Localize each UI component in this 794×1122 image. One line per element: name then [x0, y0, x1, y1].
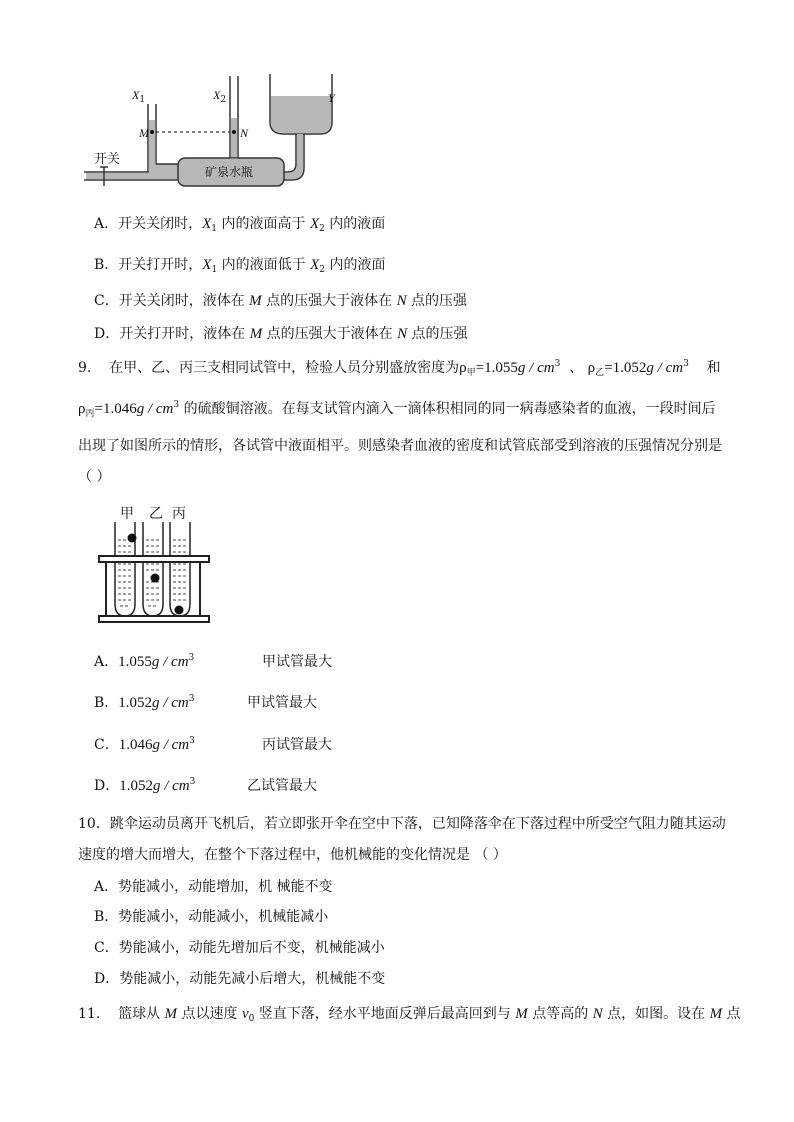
blood-drop-bing — [175, 606, 184, 615]
q8-option-b[interactable]: B．开关打开时，$X_1$ 内的液面低于 $X_2$ 内的液面 — [94, 257, 386, 275]
tube-label-jia: 甲 — [120, 506, 134, 522]
blood-drop-yi — [151, 574, 160, 583]
q9-option-d[interactable]: D．$1.052g / cm^3$ — [94, 777, 196, 794]
q9-option-c-text: 丙试管最大 — [262, 737, 332, 753]
q9-option-b[interactable]: B．$1.052g / cm^3$ — [94, 694, 195, 711]
q8-option-a[interactable]: A．开关关闭时，$X_1$ 内的液面高于 $X_2$ 内的液面 — [94, 216, 386, 234]
label-bottle: 矿泉水瓶 — [205, 165, 254, 179]
q9-option-a-text: 甲试管最大 — [262, 654, 332, 670]
label-switch: 开关 — [94, 152, 121, 167]
q9-option-c[interactable]: C．$1.046g / cm^3$ — [94, 736, 195, 753]
q9-line-2: $\rho_丙=1.046g / cm^3$ 的硫酸铜溶液。在每支试管内滴入一滴体积相同的同一病毒感染者的血液，一段时间后 — [78, 400, 716, 419]
container-y-liquid — [271, 96, 331, 133]
q8-option-c[interactable]: C．开关关闭时，液体在 M 点的压强大于液体在 N 点的压强 — [94, 293, 468, 309]
q10-line-2: 速度的增大而增大，在整个下落过程中，他机械能的变化情况是 （ ） — [78, 847, 507, 863]
rack-top-bar — [99, 556, 209, 562]
q9-option-b-text: 甲试管最大 — [247, 695, 317, 711]
blood-drop-jia — [128, 534, 137, 543]
label-x2: $X_2$ — [213, 88, 227, 105]
tube-label-yi: 乙 — [149, 506, 163, 522]
q10-option-c[interactable]: C．势能减小，动能先增加后不变，机械能减小 — [94, 940, 385, 956]
q9-option-a[interactable]: A．$1.055g / cm^3$ — [94, 653, 195, 670]
q10-option-a[interactable]: A．势能减小，动能增加，机 械能不变 — [94, 879, 333, 895]
q9-line-4: （ ） — [78, 469, 111, 485]
q10-option-b[interactable]: B．势能减小，动能减小，机械能减小 — [94, 909, 329, 925]
q9-line-1: 9. 在甲、乙、丙三支相同试管中，检验人员分别盛放密度为$\rho_甲=1.055g / cm^3$ 、 $\rho_乙=1.052g / cm^3$ 和 — [78, 359, 721, 378]
q11-line-1: 11. 篮球从 M 点以速度 $v_0$ 竖直下落，经水平地面反弹后最高回到与 M 点等高的 N 点，如图。设在 M 点 — [78, 1006, 741, 1024]
rack-base — [99, 616, 209, 622]
q10-line-1: 10．跳伞运动员离开飞机后，若立即张开伞在空中下落，已知降落伞在下落过程中所受空气阻力随其运动 — [78, 816, 726, 832]
tube-label-bing: 丙 — [172, 506, 186, 522]
label-x1: $X_1$ — [132, 88, 146, 105]
label-n: N — [240, 126, 249, 140]
q10-option-d[interactable]: D．势能减小，动能先减小后增大，机械能不变 — [94, 971, 386, 987]
point-m — [150, 130, 154, 134]
label-m: M — [139, 126, 149, 140]
q8-option-d[interactable]: D．开关打开时，液体在 M 点的压强大于液体在 N 点的压强 — [94, 326, 468, 342]
q9-option-d-text: 乙试管最大 — [247, 778, 317, 794]
q9-line-3: 出现了如图所示的情形，各试管中液面相平。则感染者血液的密度和试管底部受到溶液的压强情况分别是 — [78, 438, 722, 454]
label-y: Y — [328, 91, 335, 105]
point-n — [232, 130, 236, 134]
